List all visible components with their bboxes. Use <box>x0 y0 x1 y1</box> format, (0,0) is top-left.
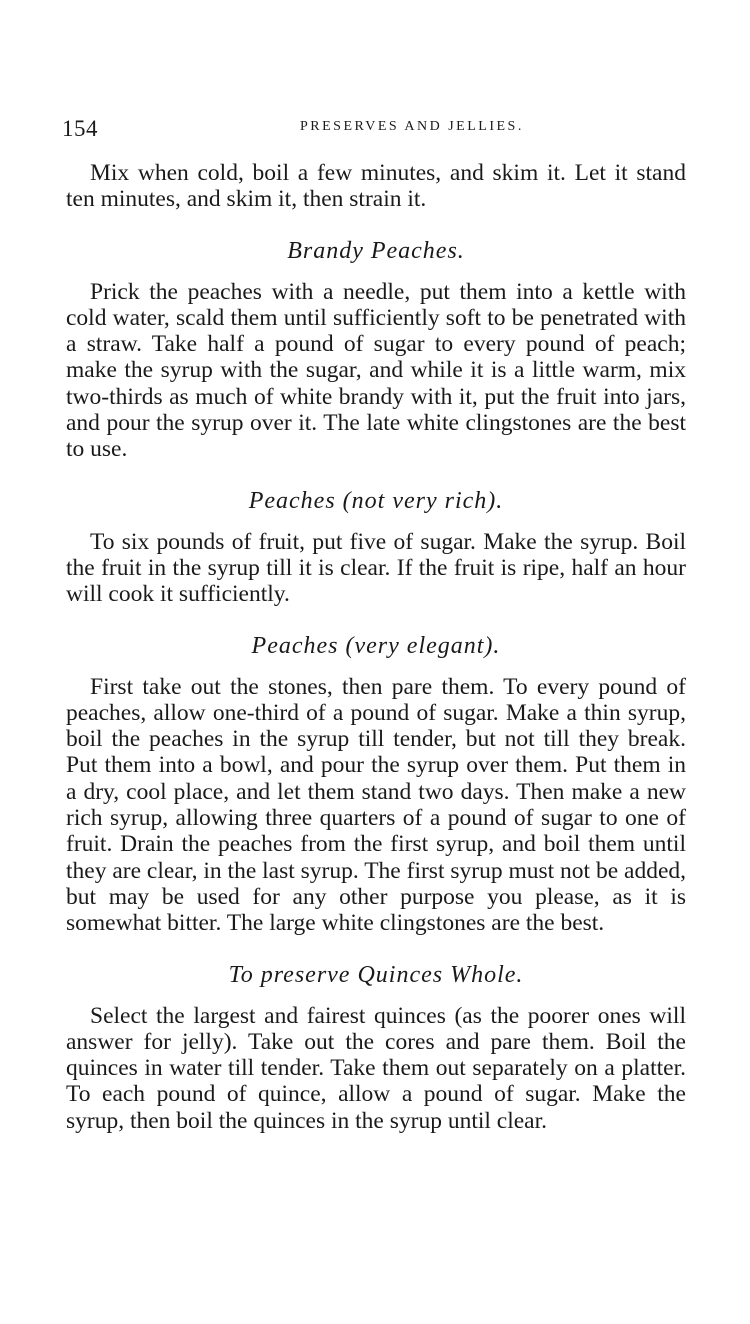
recipe-text: Prick the peaches with a needle, put them into a kettle with cold water, scald them until sufficiently soft to be penetrated with a straw. Take half a pound of sugar to every pound of peach; make the syrup with the sugar, and while it is a little warm, mix two-thirds as much of white brandy with it, put the fruit into jars, and pour the syrup over it. The late white clingstones are the best to use. <box>66 278 686 463</box>
page-number: 154 <box>62 116 98 141</box>
recipe-text: First take out the stones, then pare them. To every pound of peaches, allow one-third of a pound of sugar. Make a thin syrup, boil the peaches in the syrup till tender, but not till they break. Put them into a bowl, and pour the syrup over them. Put them in a dry, cool place, and let them stand two days. Then make a new rich syrup, allowing three quarters of a pound of sugar to one of fruit. Drain the peaches from the first syrup, and boil them until they are clear, in the last syrup. The first syrup must not be added, but may be used for any other purpose you please, as it is somewhat bitter. The large white clingstones are the best. <box>66 673 686 937</box>
recipe-title: To preserve Quinces Whole. <box>228 961 524 988</box>
recipe-title: Brandy Peaches. <box>287 237 465 264</box>
recipe-peaches-very-elegant <box>66 632 686 937</box>
recipe-quinces-whole <box>66 961 686 1134</box>
recipe-brandy-peaches <box>66 237 686 463</box>
intro-paragraph: Mix when cold, boil a few minutes, and skim it. Let it stand ten minutes, and skim it, then strain it. <box>66 160 686 213</box>
body-text <box>66 160 686 1134</box>
recipe-title: Peaches (not very rich). <box>248 487 504 514</box>
page-header <box>62 116 702 146</box>
recipe-peaches-not-very-rich <box>66 487 686 608</box>
running-head: PRESERVES AND JELLIES. <box>300 119 524 134</box>
recipe-text: To six pounds of fruit, put five of sugar. Make the syrup. Boil the fruit in the syrup till it is clear. If the fruit is ripe, half an hour will cook it sufficiently. <box>66 528 686 608</box>
recipe-title: Peaches (very elegant). <box>251 632 501 659</box>
recipe-text: Select the largest and fairest quinces (as the poorer ones will answer for jelly). Take out the cores and pare them. Boil the quinces in water till tender. Take them out separately on a platter. To each pound of quince, allow a pound of sugar. Make the syrup, then boil the quinces in the syrup until clear. <box>66 1002 686 1134</box>
